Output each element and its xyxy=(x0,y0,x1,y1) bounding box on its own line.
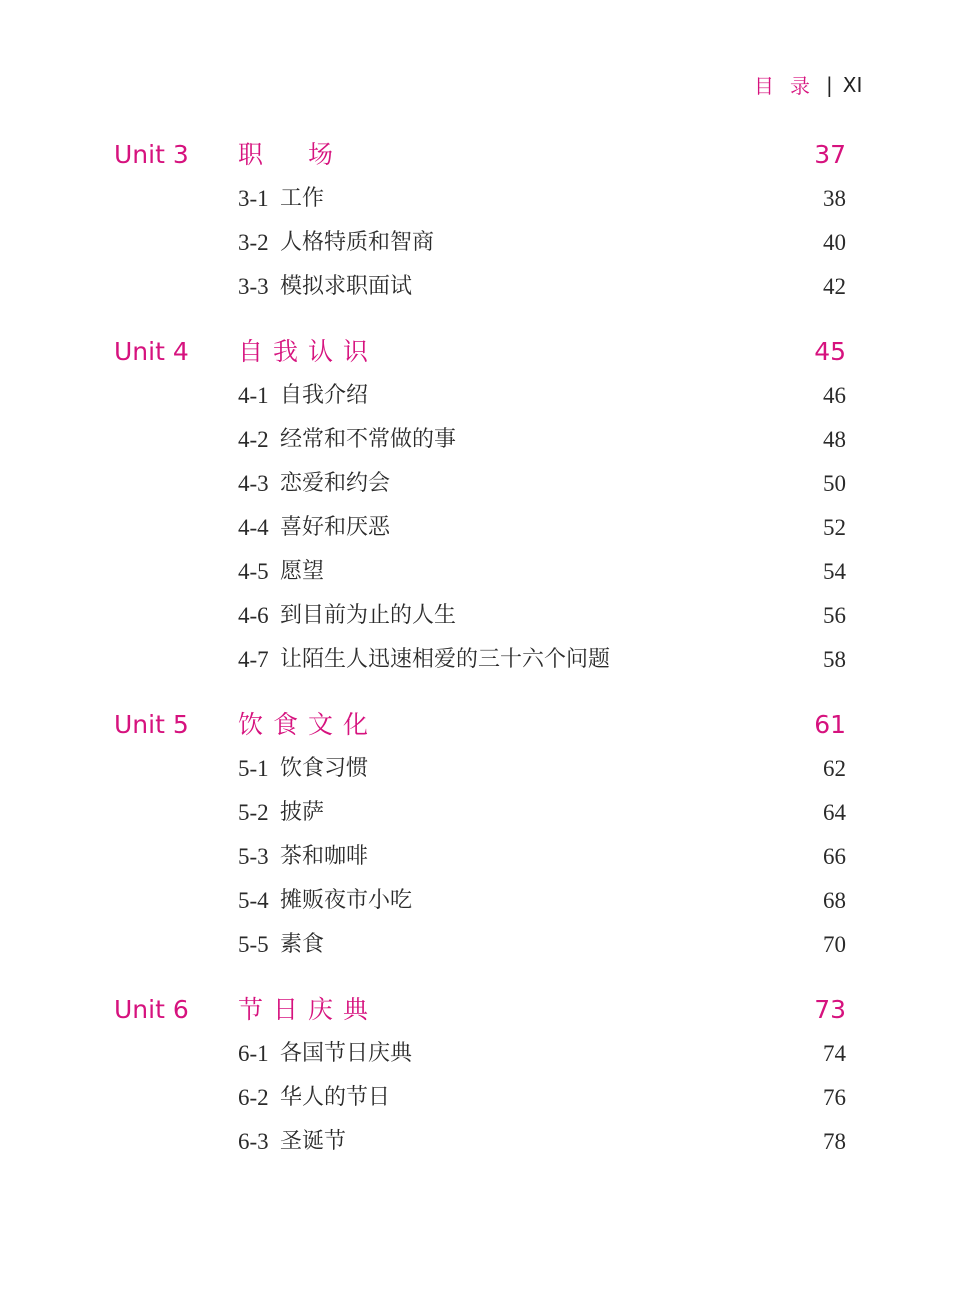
entry-title: 圣诞节 xyxy=(280,1129,347,1154)
entry-title: 饮食习惯 xyxy=(280,756,369,781)
header-section-title: 目录 xyxy=(754,74,826,98)
entry-title: 摊贩夜市小吃 xyxy=(280,888,413,913)
entry-number: 4-6 xyxy=(238,603,269,628)
entry-number: 5-1 xyxy=(238,756,269,781)
entry-number: 6-1 xyxy=(238,1041,269,1066)
unit-title: 节日庆典 xyxy=(238,995,379,1024)
toc-unit-section xyxy=(0,133,960,309)
entry-page-number: 50 xyxy=(823,471,846,496)
toc-entry[interactable] xyxy=(0,265,960,309)
entry-number: 6-3 xyxy=(238,1129,269,1154)
entry-page-number: 78 xyxy=(823,1129,846,1154)
entry-page-number: 74 xyxy=(823,1041,846,1066)
entry-title: 恋爱和约会 xyxy=(280,471,391,496)
unit-title: 自我认识 xyxy=(238,337,379,366)
header-page-number: XI xyxy=(842,72,863,97)
entry-page-number: 46 xyxy=(823,383,846,408)
unit-label: Unit 4 xyxy=(114,337,189,366)
entry-page-number: 76 xyxy=(823,1085,846,1110)
entry-number: 5-3 xyxy=(238,844,269,869)
toc-entry[interactable] xyxy=(0,835,960,879)
entry-page-number: 56 xyxy=(823,603,846,628)
unit-page-number: 37 xyxy=(814,140,846,169)
unit-label: Unit 3 xyxy=(114,140,189,169)
toc-entry[interactable] xyxy=(0,221,960,265)
entry-title: 各国节日庆典 xyxy=(280,1041,413,1066)
entry-number: 5-5 xyxy=(238,932,269,957)
toc-entry[interactable] xyxy=(0,638,960,682)
toc-entry[interactable] xyxy=(0,879,960,923)
entry-title: 自我介绍 xyxy=(280,383,369,408)
toc-entry[interactable] xyxy=(0,923,960,967)
toc-entry[interactable] xyxy=(0,374,960,418)
toc-unit-heading[interactable] xyxy=(0,988,960,1032)
toc-entry[interactable] xyxy=(0,418,960,462)
toc-unit-section xyxy=(0,330,960,682)
unit-title: 饮食文化 xyxy=(238,710,379,739)
unit-page-number: 73 xyxy=(814,995,846,1024)
toc-entry[interactable] xyxy=(0,462,960,506)
entry-number: 5-2 xyxy=(238,800,269,825)
entry-page-number: 54 xyxy=(823,559,846,584)
toc-entry[interactable] xyxy=(0,791,960,835)
entry-page-number: 52 xyxy=(823,515,846,540)
entry-page-number: 70 xyxy=(823,932,846,957)
running-header xyxy=(754,70,862,99)
unit-page-number: 61 xyxy=(814,710,846,739)
entry-number: 4-1 xyxy=(238,383,269,408)
entry-number: 6-2 xyxy=(238,1085,269,1110)
entry-page-number: 64 xyxy=(823,800,846,825)
toc-entry[interactable] xyxy=(0,747,960,791)
entry-number: 4-2 xyxy=(238,427,269,452)
entry-title: 让陌生人迅速相爱的三十六个问题 xyxy=(280,647,611,672)
entry-number: 3-2 xyxy=(238,230,269,255)
toc-unit-heading[interactable] xyxy=(0,330,960,374)
entry-page-number: 42 xyxy=(823,274,846,299)
toc-entry[interactable] xyxy=(0,1076,960,1120)
unit-title: 职 场 xyxy=(238,140,344,169)
entry-title: 愿望 xyxy=(280,559,325,584)
entry-title: 披萨 xyxy=(280,800,325,825)
toc-entry[interactable] xyxy=(0,1032,960,1076)
toc-unit-heading[interactable] xyxy=(0,133,960,177)
toc-entry[interactable] xyxy=(0,550,960,594)
toc-entry[interactable] xyxy=(0,594,960,638)
entry-number: 3-3 xyxy=(238,274,269,299)
toc-unit-heading[interactable] xyxy=(0,703,960,747)
entry-number: 4-5 xyxy=(238,559,269,584)
toc-unit-section xyxy=(0,703,960,967)
unit-page-number: 45 xyxy=(814,337,846,366)
entry-number: 4-7 xyxy=(238,647,269,672)
toc-unit-section xyxy=(0,988,960,1164)
entry-title: 模拟求职面试 xyxy=(280,274,413,299)
entry-page-number: 40 xyxy=(823,230,846,255)
entry-title: 工作 xyxy=(280,186,325,211)
entry-title: 喜好和厌恶 xyxy=(280,515,391,540)
entry-title: 茶和咖啡 xyxy=(280,844,369,869)
entry-page-number: 58 xyxy=(823,647,846,672)
entry-page-number: 38 xyxy=(823,186,846,211)
toc-entry[interactable] xyxy=(0,177,960,221)
unit-label: Unit 5 xyxy=(114,710,189,739)
entry-title: 到目前为止的人生 xyxy=(280,603,457,628)
entry-number: 4-3 xyxy=(238,471,269,496)
entry-title: 经常和不常做的事 xyxy=(280,427,457,452)
entry-page-number: 48 xyxy=(823,427,846,452)
entry-title: 素食 xyxy=(280,932,325,957)
entry-number: 5-4 xyxy=(238,888,269,913)
entry-page-number: 68 xyxy=(823,888,846,913)
entry-title: 人格特质和智商 xyxy=(280,230,435,255)
unit-label: Unit 6 xyxy=(114,995,189,1024)
toc-entry[interactable] xyxy=(0,1120,960,1164)
entry-page-number: 62 xyxy=(823,756,846,781)
entry-number: 4-4 xyxy=(238,515,269,540)
entry-number: 3-1 xyxy=(238,186,269,211)
entry-page-number: 66 xyxy=(823,844,846,869)
header-separator: | xyxy=(826,72,833,97)
table-of-contents xyxy=(0,133,960,1185)
entry-title: 华人的节日 xyxy=(280,1085,391,1110)
toc-entry[interactable] xyxy=(0,506,960,550)
